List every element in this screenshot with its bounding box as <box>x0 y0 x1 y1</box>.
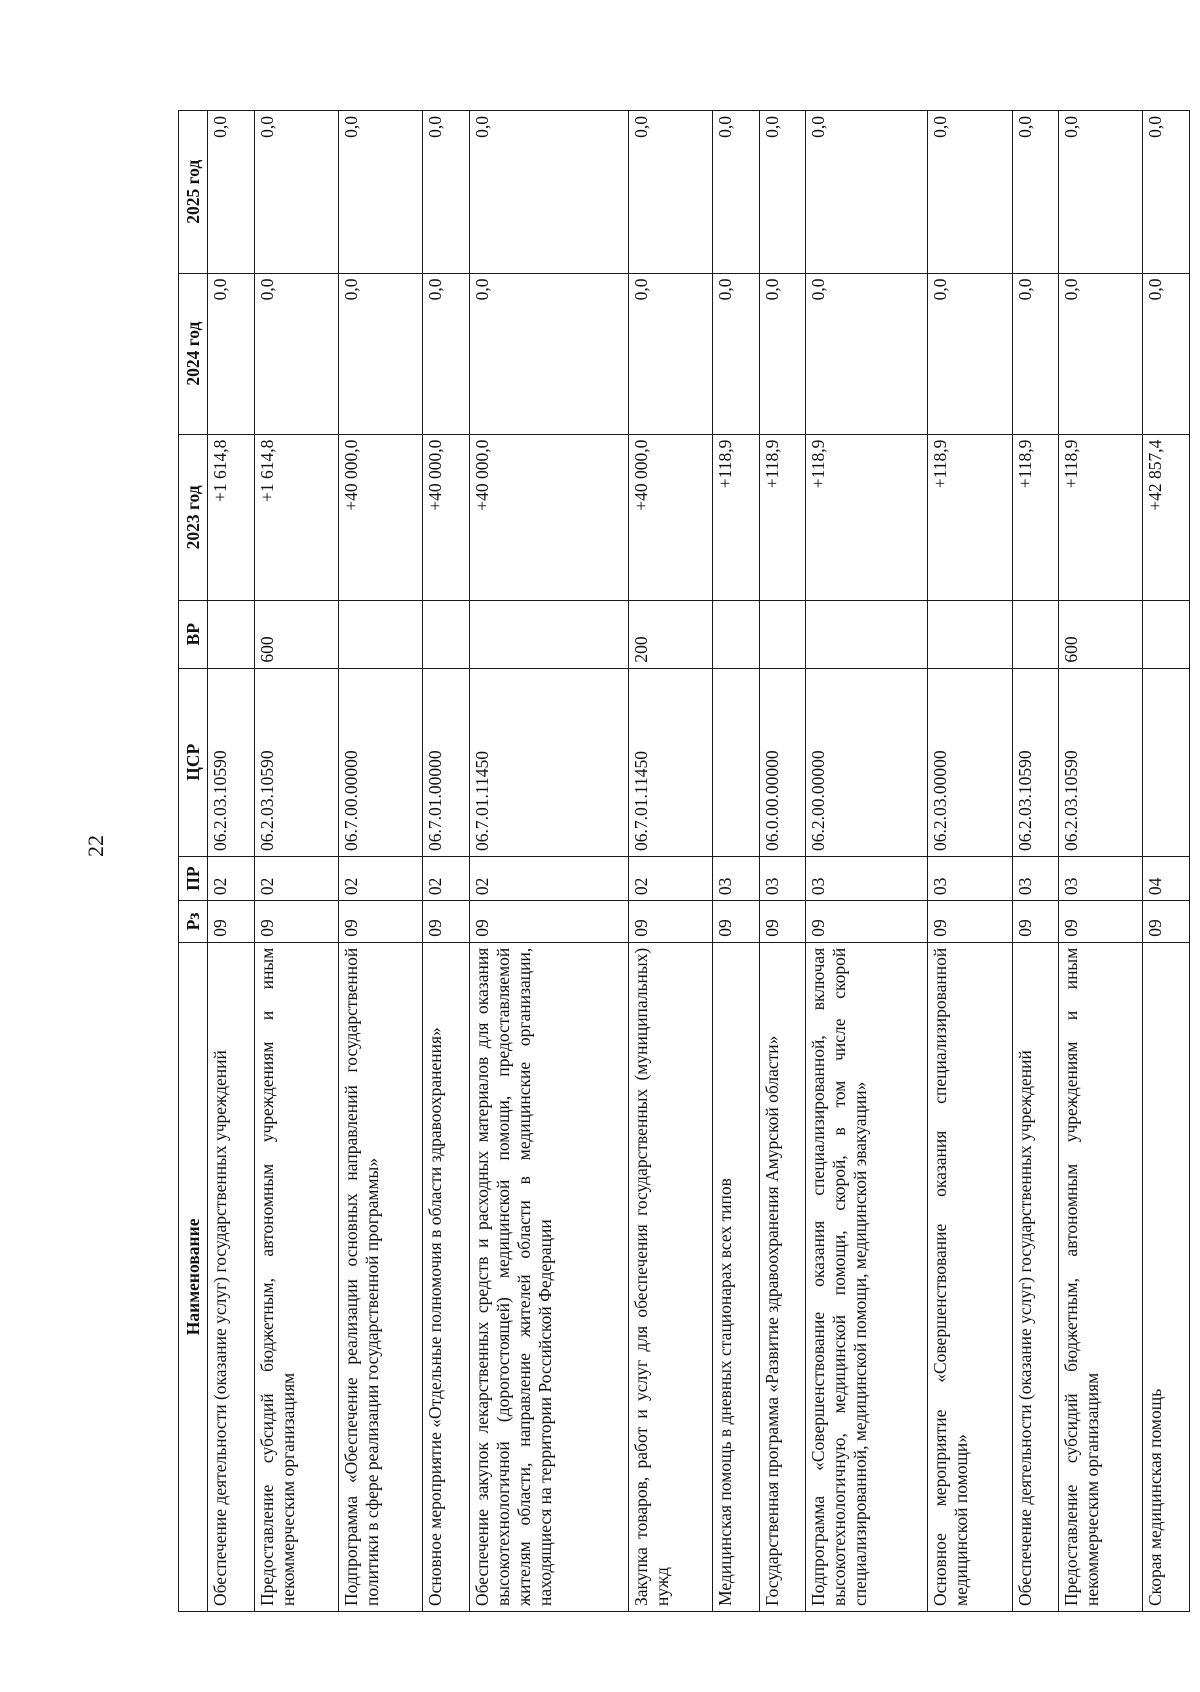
header-vr: ВР <box>179 601 208 669</box>
table-header-row <box>179 111 208 1612</box>
cell-csr: 06.7.01.11450 <box>629 668 713 856</box>
cell-2024: 0,0 <box>338 273 422 434</box>
cell-vr <box>423 601 470 669</box>
cell-rz: 09 <box>338 901 422 943</box>
cell-pr: 02 <box>423 856 470 900</box>
cell-2023: +1 614,8 <box>254 434 338 600</box>
cell-csr: 06.2.03.00000 <box>928 668 1012 856</box>
header-csr: ЦСР <box>179 668 208 856</box>
cell-2024: 0,0 <box>713 273 760 434</box>
cell-2025: 0,0 <box>629 111 713 274</box>
cell-name: Государственная программа «Развитие здравоохранения Амурской области» <box>759 942 806 1611</box>
cell-rz: 09 <box>759 901 806 943</box>
cell-vr <box>338 601 422 669</box>
cell-2024: 0,0 <box>759 273 806 434</box>
cell-2025: 0,0 <box>713 111 760 274</box>
cell-name: Основное мероприятие «Отдельные полномочия в области здравоохранения» <box>423 942 470 1611</box>
cell-csr: 06.0.00.00000 <box>759 668 806 856</box>
cell-pr: 03 <box>1059 856 1143 900</box>
cell-rz: 09 <box>806 901 928 943</box>
cell-name: Предоставление субсидий бюджетным, автономным учреждениям и иным некоммерческим организациям <box>1059 942 1143 1611</box>
cell-2023: +118,9 <box>806 434 928 600</box>
cell-name: Обеспечение деятельности (оказание услуг) государственных учреждений <box>208 942 255 1611</box>
cell-2025: 0,0 <box>469 111 628 274</box>
table-row <box>629 111 713 1612</box>
cell-name: Основное мероприятие «Совершенствование оказания специализированной медицинской помощи» <box>928 942 1012 1611</box>
cell-pr: 03 <box>713 856 760 900</box>
cell-2024: 0,0 <box>1143 273 1190 434</box>
cell-2025: 0,0 <box>1059 111 1143 274</box>
cell-csr: 06.2.03.10590 <box>254 668 338 856</box>
cell-2023: +118,9 <box>713 434 760 600</box>
cell-vr: 600 <box>1059 601 1143 669</box>
cell-2025: 0,0 <box>759 111 806 274</box>
cell-2025: 0,0 <box>423 111 470 274</box>
header-rz: Рз <box>179 901 208 943</box>
cell-vr <box>1143 601 1190 669</box>
table-row <box>338 111 422 1612</box>
cell-2024: 0,0 <box>254 273 338 434</box>
cell-2025: 0,0 <box>1143 111 1190 274</box>
table-row <box>1059 111 1143 1612</box>
cell-rz: 09 <box>254 901 338 943</box>
cell-name: Подпрограмма «Совершенствование оказания специализированной, включая высокотехнологичную, медицинской помощи, скорой, в том числе скорой специализированной, медицинской помощи, медицинской эвакуации» <box>806 942 928 1611</box>
cell-csr: 06.7.01.00000 <box>423 668 470 856</box>
cell-csr: 06.2.00.00000 <box>806 668 928 856</box>
table-row <box>806 111 928 1612</box>
cell-rz: 09 <box>629 901 713 943</box>
cell-2023: +1 614,8 <box>208 434 255 600</box>
cell-csr <box>1143 668 1190 856</box>
cell-2025: 0,0 <box>208 111 255 274</box>
cell-2025: 0,0 <box>806 111 928 274</box>
cell-2024: 0,0 <box>1059 273 1143 434</box>
cell-vr <box>469 601 628 669</box>
cell-rz: 09 <box>928 901 1012 943</box>
cell-2023: +40 000,0 <box>469 434 628 600</box>
table-row <box>208 111 255 1612</box>
cell-2025: 0,0 <box>338 111 422 274</box>
cell-2024: 0,0 <box>806 273 928 434</box>
table-row <box>759 111 806 1612</box>
cell-rz: 09 <box>1059 901 1143 943</box>
header-2024: 2024 год <box>179 273 208 434</box>
cell-rz: 09 <box>713 901 760 943</box>
cell-pr: 02 <box>469 856 628 900</box>
cell-name: Закупка товаров, работ и услуг для обеспечения государственных (муниципальных) нужд <box>629 942 713 1611</box>
cell-2023: +118,9 <box>928 434 1012 600</box>
cell-2023: +42 857,4 <box>1143 434 1190 600</box>
header-name: Наименование <box>179 942 208 1611</box>
table-row <box>469 111 628 1612</box>
cell-name: Скорая медицинская помощь <box>1143 942 1190 1611</box>
cell-csr: 06.7.00.00000 <box>338 668 422 856</box>
header-pr: ПР <box>179 856 208 900</box>
cell-pr: 02 <box>254 856 338 900</box>
table-row <box>423 111 470 1612</box>
cell-csr: 06.2.03.10590 <box>1059 668 1143 856</box>
table-row <box>254 111 338 1612</box>
cell-vr <box>208 601 255 669</box>
header-2025: 2025 год <box>179 111 208 274</box>
cell-pr: 02 <box>629 856 713 900</box>
cell-vr <box>928 601 1012 669</box>
cell-rz: 09 <box>469 901 628 943</box>
budget-table-container <box>178 110 1190 1612</box>
cell-vr <box>759 601 806 669</box>
cell-csr: 06.7.01.11450 <box>469 668 628 856</box>
cell-vr <box>1012 601 1059 669</box>
cell-2025: 0,0 <box>254 111 338 274</box>
cell-vr: 600 <box>254 601 338 669</box>
cell-2023: +40 000,0 <box>423 434 470 600</box>
budget-table <box>178 110 1190 1612</box>
cell-vr: 200 <box>629 601 713 669</box>
cell-vr <box>806 601 928 669</box>
cell-2024: 0,0 <box>469 273 628 434</box>
cell-2025: 0,0 <box>1012 111 1059 274</box>
cell-name: Обеспечение деятельности (оказание услуг) государственных учреждений <box>1012 942 1059 1611</box>
cell-2024: 0,0 <box>629 273 713 434</box>
cell-rz: 09 <box>1012 901 1059 943</box>
cell-2023: +118,9 <box>1059 434 1143 600</box>
cell-2024: 0,0 <box>423 273 470 434</box>
cell-csr: 06.2.03.10590 <box>208 668 255 856</box>
cell-pr: 03 <box>806 856 928 900</box>
table-row <box>928 111 1012 1612</box>
cell-2023: +40 000,0 <box>629 434 713 600</box>
cell-pr: 04 <box>1143 856 1190 900</box>
cell-2023: +118,9 <box>759 434 806 600</box>
cell-vr <box>713 601 760 669</box>
header-2023: 2023 год <box>179 434 208 600</box>
cell-pr: 02 <box>338 856 422 900</box>
cell-pr: 03 <box>1012 856 1059 900</box>
page-number: 22 <box>83 835 108 857</box>
cell-name: Обеспечение закупок лекарственных средств и расходных материалов для оказания высокотехнологичной (дорогостоящей) медицинской помощи, предоставляемой жителям области, направление жителей области в медицинские организации, находящиеся на территории Российской Федерации <box>469 942 628 1611</box>
cell-pr: 03 <box>759 856 806 900</box>
cell-2023: +40 000,0 <box>338 434 422 600</box>
table-row <box>713 111 760 1612</box>
table-row <box>1012 111 1059 1612</box>
cell-rz: 09 <box>1143 901 1190 943</box>
cell-rz: 09 <box>208 901 255 943</box>
cell-2023: +118,9 <box>1012 434 1059 600</box>
cell-2024: 0,0 <box>208 273 255 434</box>
cell-2024: 0,0 <box>928 273 1012 434</box>
cell-pr: 03 <box>928 856 1012 900</box>
cell-name: Медицинская помощь в дневных стационарах всех типов <box>713 942 760 1611</box>
table-row <box>1143 111 1190 1612</box>
cell-csr: 06.2.03.10590 <box>1012 668 1059 856</box>
cell-csr <box>713 668 760 856</box>
cell-pr: 02 <box>208 856 255 900</box>
cell-name: Подпрограмма «Обеспечение реализации основных направлений государственной политики в сфере реализации государственной программы» <box>338 942 422 1611</box>
cell-2025: 0,0 <box>928 111 1012 274</box>
cell-name: Предоставление субсидий бюджетным, автономным учреждениям и иным некоммерческим организациям <box>254 942 338 1611</box>
cell-2024: 0,0 <box>1012 273 1059 434</box>
cell-rz: 09 <box>423 901 470 943</box>
